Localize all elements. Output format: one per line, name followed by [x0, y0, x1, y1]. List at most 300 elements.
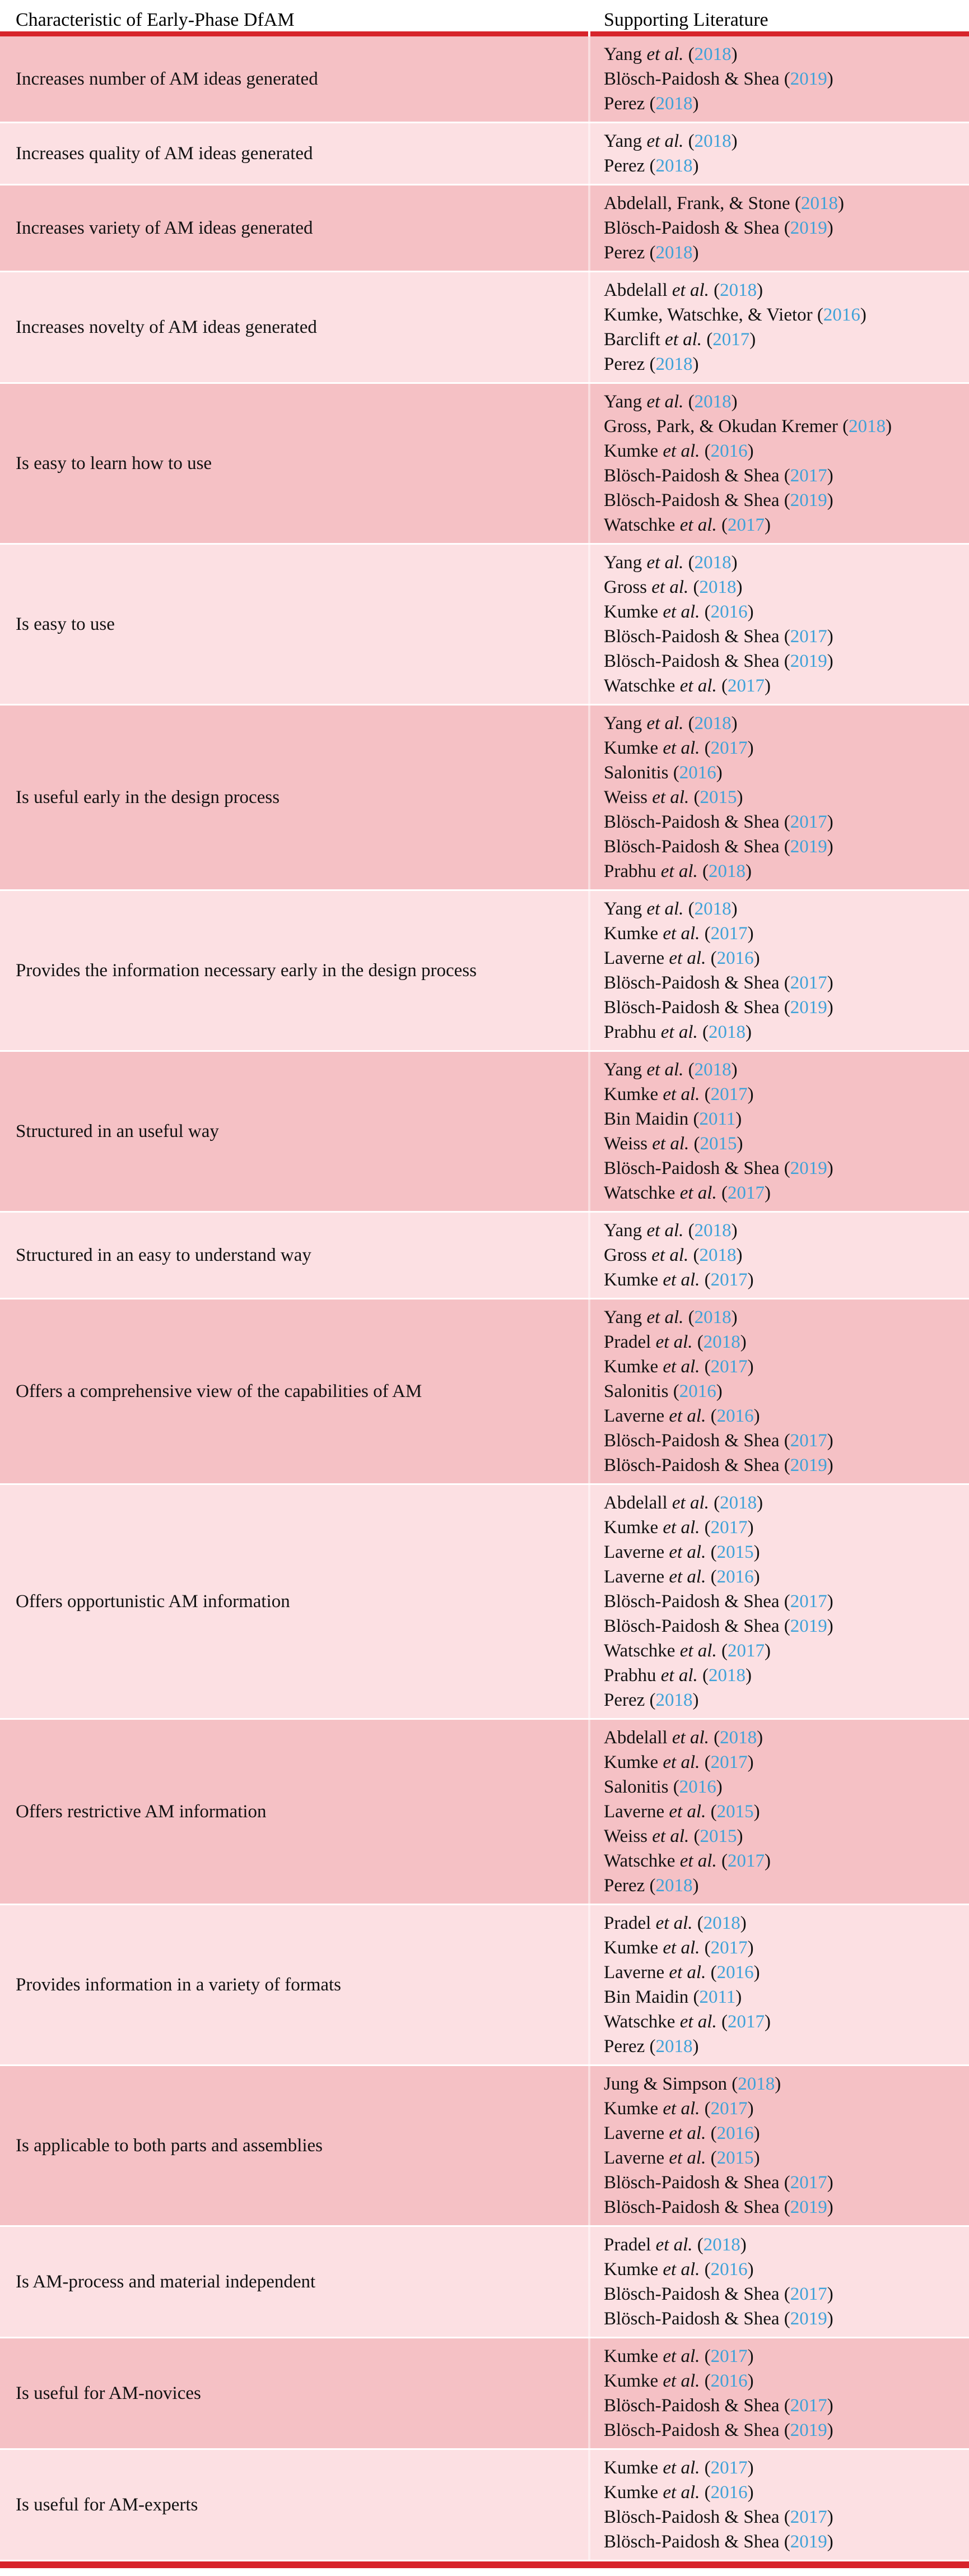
- citation: Blösch-Paidosh & Shea (2019): [604, 837, 833, 857]
- citation: Weiss et al. (2015): [604, 787, 743, 807]
- citation-year-link[interactable]: 2016: [679, 763, 716, 783]
- citation-year-link[interactable]: 2018: [655, 1876, 693, 1896]
- citation-year-link[interactable]: 2015: [700, 787, 737, 807]
- citation-authors: Kumke: [604, 2458, 659, 2478]
- citation: Perez (2018): [604, 354, 699, 374]
- citation-year-link[interactable]: 2019: [790, 2197, 827, 2217]
- citation-etal: et al.: [642, 1220, 684, 1241]
- citation-year-link[interactable]: 2018: [708, 1022, 746, 1042]
- citation-authors: Kumke: [604, 602, 659, 622]
- citation: Kumke et al. (2017): [604, 923, 754, 944]
- citation-year-link[interactable]: 2017: [710, 2458, 748, 2478]
- citation: Watschke et al. (2017): [604, 1183, 771, 1203]
- citation-year-link[interactable]: 2017: [727, 1183, 765, 1203]
- citation-etal: et al.: [675, 2012, 717, 2032]
- citation: Kumke et al. (2017): [604, 1752, 754, 1772]
- citation-year-link[interactable]: 2018: [849, 416, 886, 437]
- citation-year-link[interactable]: 2017: [710, 2099, 748, 2119]
- citation-year-link[interactable]: 2019: [790, 837, 827, 857]
- citation-authors: Perez: [604, 94, 645, 114]
- citation-authors: Blösch-Paidosh & Shea: [604, 490, 780, 510]
- citation: Abdelall, Frank, & Stone (2018): [604, 193, 844, 213]
- citation-year-link[interactable]: 2018: [694, 553, 732, 573]
- citation-etal: et al.: [651, 2235, 693, 2255]
- citation-authors: Jung & Simpson: [604, 2074, 728, 2094]
- citation-year-link[interactable]: 2018: [720, 280, 757, 300]
- citation: Laverne et al. (2016): [604, 1567, 760, 1587]
- citation-year-link[interactable]: 2016: [710, 441, 748, 461]
- citation: Blösch-Paidosh & Shea (2017): [604, 2396, 833, 2416]
- citation: Blösch-Paidosh & Shea (2017): [604, 812, 833, 832]
- citation-authors: Kumke: [604, 2482, 659, 2503]
- citation: Prabhu et al. (2018): [604, 1665, 752, 1686]
- citation-year-link[interactable]: 2019: [790, 1158, 827, 1178]
- citation-year-link[interactable]: 2019: [790, 2309, 827, 2329]
- characteristic-cell: Structured in an easy to understand way: [0, 1213, 588, 1298]
- citation-authors: Laverne: [604, 1802, 665, 1822]
- citation: Jung & Simpson (2018): [604, 2074, 781, 2094]
- citation: Blösch-Paidosh & Shea (2019): [604, 1158, 833, 1178]
- citation: Perez (2018): [604, 1876, 699, 1896]
- citation: Laverne et al. (2016): [604, 1406, 760, 1426]
- citation-etal: et al.: [664, 1542, 706, 1562]
- citation-authors: Blösch-Paidosh & Shea: [604, 69, 780, 89]
- citation-authors: Weiss: [604, 1134, 648, 1154]
- citations-cell: [590, 545, 969, 704]
- citation-authors: Kumke: [604, 2371, 659, 2391]
- citations-cell: [590, 1299, 969, 1483]
- citation-etal: et al.: [664, 2148, 706, 2168]
- characteristic-cell: Increases quality of AM ideas generated: [0, 123, 588, 184]
- citation: Yang et al. (2018): [604, 44, 738, 64]
- citation-authors: Blösch-Paidosh & Shea: [604, 2507, 780, 2527]
- citation: Yang et al. (2018): [604, 131, 738, 151]
- citation-year-link[interactable]: 2018: [703, 1913, 740, 1933]
- citation-authors: Perez: [604, 156, 645, 176]
- citation-year-link[interactable]: 2017: [727, 515, 765, 535]
- citation: Gross et al. (2018): [604, 577, 743, 597]
- citation: Blösch-Paidosh & Shea (2019): [604, 1616, 833, 1636]
- citation: Kumke et al. (2017): [604, 738, 754, 758]
- citation-year-link[interactable]: 2018: [699, 577, 737, 597]
- citation-year-link[interactable]: 2019: [790, 997, 827, 1018]
- citation-year-link[interactable]: 2017: [712, 329, 750, 350]
- citation: Watschke et al. (2017): [604, 676, 771, 696]
- table-header-row: [0, 0, 969, 31]
- citations-cell: [590, 2066, 969, 2225]
- citation-year-link[interactable]: 2017: [790, 2173, 827, 2193]
- citation-year-link[interactable]: 2018: [694, 392, 732, 412]
- citation-authors: Laverne: [604, 1567, 665, 1587]
- citation-year-link[interactable]: 2016: [710, 2482, 748, 2503]
- citation-year-link[interactable]: 2018: [655, 354, 693, 374]
- citation-year-link[interactable]: 2016: [679, 1777, 716, 1797]
- table-row: [0, 1720, 969, 1904]
- citation-year-link[interactable]: 2011: [699, 1987, 736, 2007]
- citation: Perez (2018): [604, 2036, 699, 2057]
- top-rule-left-segment: [0, 31, 588, 36]
- citation-authors: Kumke: [604, 1270, 659, 1290]
- citation-authors: Blösch-Paidosh & Shea: [604, 1431, 780, 1451]
- citation-etal: et al.: [675, 515, 717, 535]
- citation-year-link[interactable]: 2018: [694, 1220, 732, 1241]
- citation-authors: Yang: [604, 1060, 642, 1080]
- citation-authors: Salonitis: [604, 1777, 669, 1797]
- citation-authors: Abdelall: [604, 280, 668, 300]
- citation-etal: et al.: [675, 1641, 717, 1661]
- citation-authors: Gross, Park, & Okudan Kremer: [604, 416, 838, 437]
- citation-etal: et al.: [658, 2259, 700, 2280]
- citation-etal: et al.: [647, 1134, 690, 1154]
- table-row: [0, 1905, 969, 2064]
- citation-etal: et al.: [642, 1307, 684, 1328]
- citation: Kumke et al. (2017): [604, 2099, 754, 2119]
- table-row: [0, 185, 969, 271]
- characteristic-cell: Provides the information necessary early in the design process: [0, 891, 588, 1050]
- column-header-characteristic: Characteristic of Early-Phase DfAM: [16, 10, 295, 30]
- citation-year-link[interactable]: 2016: [716, 1567, 754, 1587]
- citation-authors: Weiss: [604, 787, 648, 807]
- citation-etal: et al.: [667, 1728, 709, 1748]
- citation-authors: Blösch-Paidosh & Shea: [604, 973, 780, 993]
- citation-authors: Perez: [604, 1690, 645, 1710]
- citation-authors: Kumke: [604, 2099, 659, 2119]
- citation-year-link[interactable]: 2018: [720, 1728, 757, 1748]
- citation-etal: et al.: [658, 738, 700, 758]
- citation: Prabhu et al. (2018): [604, 861, 752, 881]
- citation-authors: Bin Maidin: [604, 1987, 689, 2007]
- characteristic-cell: Is easy to learn how to use: [0, 384, 588, 543]
- citation-authors: Blösch-Paidosh & Shea: [604, 651, 780, 671]
- citation-year-link[interactable]: 2016: [716, 948, 754, 968]
- citation-authors: Blösch-Paidosh & Shea: [604, 2284, 780, 2304]
- citation: Abdelall et al. (2018): [604, 280, 763, 300]
- citations-cell: [590, 36, 969, 122]
- citation-etal: et al.: [658, 441, 700, 461]
- citation-etal: et al.: [658, 602, 700, 622]
- citation-authors: Watschke: [604, 515, 675, 535]
- citations-cell: [590, 891, 969, 1050]
- citation-year-link[interactable]: 2018: [720, 1493, 757, 1513]
- citation-year-link[interactable]: 2019: [790, 651, 827, 671]
- characteristic-cell: Is useful for AM-experts: [0, 2450, 588, 2560]
- characteristic-cell: Is applicable to both parts and assemblies: [0, 2066, 588, 2225]
- citation-authors: Gross: [604, 1245, 647, 1265]
- citation: Pradel et al. (2018): [604, 2235, 747, 2255]
- citation-etal: et al.: [667, 280, 709, 300]
- citation: Salonitis (2016): [604, 1777, 723, 1797]
- citation-authors: Kumke: [604, 1517, 659, 1538]
- citation-year-link[interactable]: 2018: [655, 156, 693, 176]
- citation-year-link[interactable]: 2018: [708, 861, 746, 881]
- citation-etal: et al.: [658, 1517, 700, 1538]
- citation: Blösch-Paidosh & Shea (2019): [604, 2309, 833, 2329]
- citation-etal: et al.: [642, 899, 684, 919]
- citation-year-link[interactable]: 2016: [716, 1406, 754, 1426]
- citation-year-link[interactable]: 2019: [790, 69, 827, 89]
- citation-year-link[interactable]: 2017: [790, 2284, 827, 2304]
- citation-authors: Yang: [604, 131, 642, 151]
- citation-year-link[interactable]: 2017: [710, 1357, 748, 1377]
- citation-etal: et al.: [660, 329, 702, 350]
- citation-authors: Yang: [604, 44, 642, 64]
- citation-year-link[interactable]: 2017: [727, 676, 765, 696]
- citation-year-link[interactable]: 2016: [716, 1962, 754, 1983]
- citation-authors: Kumke: [604, 1357, 659, 1377]
- citation: Blösch-Paidosh & Shea (2017): [604, 2173, 833, 2193]
- citation-etal: et al.: [642, 713, 684, 734]
- citation-year-link[interactable]: 2017: [790, 2507, 827, 2527]
- citation-year-link[interactable]: 2018: [738, 2074, 775, 2094]
- citation-year-link[interactable]: 2016: [710, 2371, 748, 2391]
- citation-year-link[interactable]: 2017: [710, 738, 748, 758]
- characteristic-cell: Is useful for AM-novices: [0, 2338, 588, 2448]
- citation-year-link[interactable]: 2019: [790, 1455, 827, 1475]
- citations-cell: [590, 1485, 969, 1718]
- citation-authors: Kumke: [604, 1938, 659, 1958]
- citation-year-link[interactable]: 2016: [710, 2259, 748, 2280]
- citation-authors: Abdelall: [604, 1728, 668, 1748]
- citation-year-link[interactable]: 2017: [710, 1270, 748, 1290]
- citation: Kumke et al. (2016): [604, 2482, 754, 2503]
- citation-year-link[interactable]: 2015: [716, 1802, 754, 1822]
- citation-year-link[interactable]: 2015: [700, 1134, 737, 1154]
- table-row: [0, 1213, 969, 1298]
- citation-authors: Blösch-Paidosh & Shea: [604, 1455, 780, 1475]
- characteristic-cell: Is useful early in the design process: [0, 706, 588, 889]
- citation: Blösch-Paidosh & Shea (2017): [604, 973, 833, 993]
- table-body: [0, 36, 969, 2560]
- citation-year-link[interactable]: 2016: [823, 305, 860, 325]
- citation: Watschke et al. (2017): [604, 1641, 771, 1661]
- citation-authors: Pradel: [604, 2235, 651, 2255]
- citation-authors: Blösch-Paidosh & Shea: [604, 466, 780, 486]
- citation: Watschke et al. (2017): [604, 1851, 771, 1871]
- citation: Laverne et al. (2016): [604, 1962, 760, 1983]
- citation-year-link[interactable]: 2018: [655, 94, 693, 114]
- citation-year-link[interactable]: 2019: [790, 2420, 827, 2440]
- citation: Blösch-Paidosh & Shea (2017): [604, 2507, 833, 2527]
- citation-year-link[interactable]: 2019: [790, 490, 827, 510]
- citation-year-link[interactable]: 2019: [790, 1616, 827, 1636]
- citations-cell: [590, 1905, 969, 2064]
- citation: Laverne et al. (2016): [604, 948, 760, 968]
- citation-etal: et al.: [647, 787, 690, 807]
- citation-authors: Yang: [604, 713, 642, 734]
- citation-year-link[interactable]: 2017: [727, 1641, 765, 1661]
- citation-year-link[interactable]: 2017: [710, 2346, 748, 2366]
- characteristic-cell: Provides information in a variety of formats: [0, 1905, 588, 2064]
- citation-year-link[interactable]: 2017: [710, 1517, 748, 1538]
- citation-etal: et al.: [664, 1802, 706, 1822]
- citation-etal: et al.: [651, 1332, 693, 1352]
- citation-authors: Kumke: [604, 2346, 659, 2366]
- citation-year-link[interactable]: 2017: [727, 2012, 765, 2032]
- citation-year-link[interactable]: 2011: [699, 1109, 736, 1129]
- table-top-rule: [0, 31, 969, 36]
- citation-etal: et al.: [658, 1357, 700, 1377]
- citation-authors: Yang: [604, 392, 642, 412]
- citation-year-link[interactable]: 2017: [790, 1431, 827, 1451]
- citation-year-link[interactable]: 2017: [727, 1851, 765, 1871]
- citation-year-link[interactable]: 2017: [710, 1752, 748, 1772]
- citation: Abdelall et al. (2018): [604, 1493, 763, 1513]
- citation: Bin Maidin (2011): [604, 1109, 742, 1129]
- citation-year-link[interactable]: 2015: [716, 2148, 754, 2168]
- citation: Blösch-Paidosh & Shea (2019): [604, 490, 833, 510]
- citation: Kumke et al. (2017): [604, 1084, 754, 1104]
- citation-authors: Yang: [604, 553, 642, 573]
- table-row: [0, 384, 969, 543]
- characteristic-cell: Increases variety of AM ideas generated: [0, 185, 588, 271]
- citation: Abdelall et al. (2018): [604, 1728, 763, 1748]
- citation-authors: Gross: [604, 577, 647, 597]
- citation-authors: Blösch-Paidosh & Shea: [604, 2396, 780, 2416]
- citation-year-link[interactable]: 2015: [700, 1826, 737, 1846]
- citation-authors: Yang: [604, 1307, 642, 1328]
- citation-authors: Blösch-Paidosh & Shea: [604, 997, 780, 1018]
- citation: Perez (2018): [604, 243, 699, 263]
- citation-year-link[interactable]: 2019: [790, 2532, 827, 2552]
- characteristic-cell: Increases novelty of AM ideas generated: [0, 272, 588, 382]
- citation-year-link[interactable]: 2018: [800, 193, 838, 213]
- citation-year-link[interactable]: 2018: [694, 131, 732, 151]
- citation-year-link[interactable]: 2018: [703, 1332, 740, 1352]
- citation: Perez (2018): [604, 1690, 699, 1710]
- citation-authors: Kumke: [604, 2259, 659, 2280]
- citation-year-link[interactable]: 2018: [694, 44, 732, 64]
- citation-year-link[interactable]: 2018: [694, 899, 732, 919]
- citation: Kumke et al. (2017): [604, 1357, 754, 1377]
- citation: Prabhu et al. (2018): [604, 1022, 752, 1042]
- citation-authors: Kumke: [604, 738, 659, 758]
- citation-authors: Laverne: [604, 1962, 665, 1983]
- citation-year-link[interactable]: 2017: [710, 923, 748, 944]
- citation: Blösch-Paidosh & Shea (2019): [604, 2532, 833, 2552]
- citation-year-link[interactable]: 2018: [703, 2235, 740, 2255]
- citation: Watschke et al. (2017): [604, 515, 771, 535]
- citation-authors: Prabhu: [604, 1022, 656, 1042]
- citation-year-link[interactable]: 2018: [694, 1060, 732, 1080]
- characteristic-cell: Is AM-process and material independent: [0, 2227, 588, 2337]
- citations-cell: [590, 1720, 969, 1904]
- citation: Salonitis (2016): [604, 1381, 723, 1401]
- characteristic-cell: Is easy to use: [0, 545, 588, 704]
- citation-year-link[interactable]: 2017: [790, 973, 827, 993]
- citation-authors: Salonitis: [604, 763, 669, 783]
- citation-year-link[interactable]: 2016: [679, 1381, 716, 1401]
- citation: Kumke et al. (2016): [604, 2371, 754, 2391]
- citation: Blösch-Paidosh & Shea (2019): [604, 2197, 833, 2217]
- citation-etal: et al.: [658, 1938, 700, 1958]
- citation: Kumke et al. (2017): [604, 2458, 754, 2478]
- citation-etal: et al.: [675, 1851, 717, 1871]
- citation-year-link[interactable]: 2018: [655, 2036, 693, 2057]
- citation-year-link[interactable]: 2018: [655, 243, 693, 263]
- citation-etal: et al.: [658, 2371, 700, 2391]
- citation-year-link[interactable]: 2015: [716, 1542, 754, 1562]
- citation-etal: et al.: [642, 1060, 684, 1080]
- citation-etal: et al.: [667, 1493, 709, 1513]
- citation-year-link[interactable]: 2017: [790, 2396, 827, 2416]
- citation: Blösch-Paidosh & Shea (2017): [604, 626, 833, 647]
- citation: Pradel et al. (2018): [604, 1332, 747, 1352]
- citation-year-link[interactable]: 2018: [694, 1307, 732, 1328]
- citation-year-link[interactable]: 2017: [710, 1084, 748, 1104]
- citation-authors: Bin Maidin: [604, 1109, 689, 1129]
- citation-year-link[interactable]: 2017: [790, 1591, 827, 1612]
- citation: Yang et al. (2018): [604, 1060, 738, 1080]
- citation: Kumke et al. (2016): [604, 602, 754, 622]
- table-row: [0, 545, 969, 704]
- citation-year-link[interactable]: 2017: [790, 626, 827, 647]
- citation-year-link[interactable]: 2019: [790, 218, 827, 238]
- citation: Blösch-Paidosh & Shea (2019): [604, 1455, 833, 1475]
- citation-etal: et al.: [658, 2346, 700, 2366]
- citation: Kumke et al. (2017): [604, 1938, 754, 1958]
- citation: Yang et al. (2018): [604, 1220, 738, 1241]
- citation: Blösch-Paidosh & Shea (2017): [604, 1431, 833, 1451]
- citation-authors: Laverne: [604, 948, 665, 968]
- citation-etal: et al.: [658, 1084, 700, 1104]
- citation-etal: et al.: [664, 1406, 706, 1426]
- citation: Laverne et al. (2015): [604, 1542, 760, 1562]
- citation-year-link[interactable]: 2016: [710, 602, 748, 622]
- citation-year-link[interactable]: 2016: [716, 2123, 754, 2143]
- citation-etal: et al.: [658, 1752, 700, 1772]
- citation: Blösch-Paidosh & Shea (2019): [604, 69, 833, 89]
- citation-year-link[interactable]: 2017: [710, 1938, 748, 1958]
- citation-year-link[interactable]: 2018: [708, 1665, 746, 1686]
- citation-authors: Kumke: [604, 1752, 659, 1772]
- citation-etal: et al.: [664, 2123, 706, 2143]
- citation-year-link[interactable]: 2018: [699, 1245, 737, 1265]
- citation-authors: Perez: [604, 354, 645, 374]
- citation: Kumke et al. (2016): [604, 441, 754, 461]
- citation-year-link[interactable]: 2017: [790, 812, 827, 832]
- citation-authors: Blösch-Paidosh & Shea: [604, 812, 780, 832]
- citation-etal: et al.: [675, 676, 717, 696]
- citation: Watschke et al. (2017): [604, 2012, 771, 2032]
- citation-authors: Pradel: [604, 1913, 651, 1933]
- citation: Laverne et al. (2016): [604, 2123, 760, 2143]
- citation: Yang et al. (2018): [604, 899, 738, 919]
- citation-authors: Perez: [604, 243, 645, 263]
- table-row: [0, 1485, 969, 1718]
- citation: Perez (2018): [604, 156, 699, 176]
- citation: Blösch-Paidosh & Shea (2017): [604, 466, 833, 486]
- citation-authors: Kumke: [604, 923, 659, 944]
- citation-year-link[interactable]: 2018: [694, 713, 732, 734]
- citation-etal: et al.: [642, 553, 684, 573]
- citation-authors: Abdelall, Frank, & Stone: [604, 193, 790, 213]
- citation: Perez (2018): [604, 94, 699, 114]
- citation-etal: et al.: [647, 1826, 690, 1846]
- citation-authors: Blösch-Paidosh & Shea: [604, 626, 780, 647]
- table-row: [0, 1299, 969, 1483]
- citation-authors: Blösch-Paidosh & Shea: [604, 2420, 780, 2440]
- citation: Blösch-Paidosh & Shea (2019): [604, 997, 833, 1018]
- citation: Blösch-Paidosh & Shea (2017): [604, 2284, 833, 2304]
- citation-year-link[interactable]: 2018: [655, 1690, 693, 1710]
- citation-etal: et al.: [675, 1183, 717, 1203]
- citation-authors: Watschke: [604, 1183, 675, 1203]
- citation: Kumke et al. (2017): [604, 2346, 754, 2366]
- citation: Gross, Park, & Okudan Kremer (2018): [604, 416, 892, 437]
- citation-etal: et al.: [664, 1962, 706, 1983]
- citation-authors: Blösch-Paidosh & Shea: [604, 2173, 780, 2193]
- citation-year-link[interactable]: 2017: [790, 466, 827, 486]
